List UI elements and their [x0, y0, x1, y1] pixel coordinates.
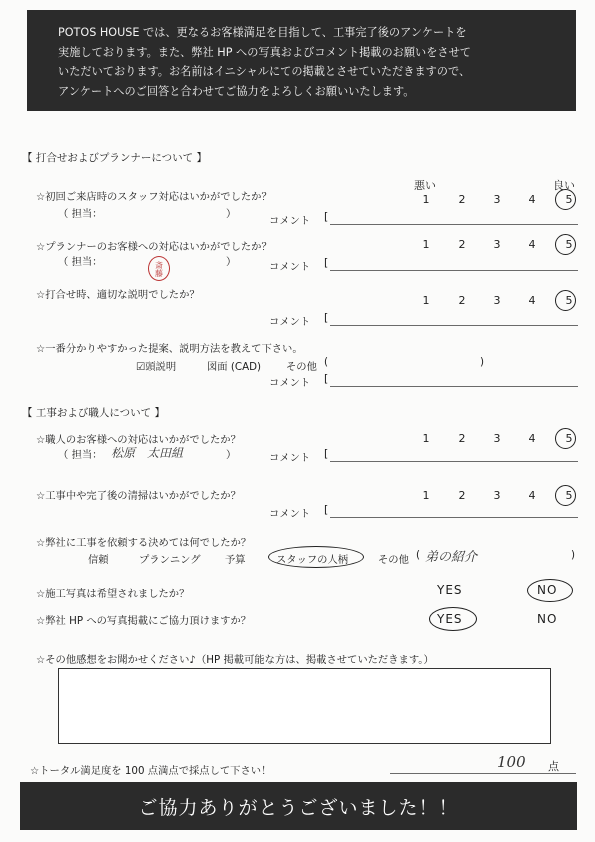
- staff-label: （ 担当：: [58, 449, 103, 461]
- score-unit: 点: [548, 760, 559, 773]
- comment-line[interactable]: [330, 224, 578, 225]
- rating-row[interactable]: [416, 489, 576, 505]
- intro-line: アンケートへのご回答と合わせてご協力をよろしくお願いいたします。: [58, 84, 415, 98]
- option-budget[interactable]: 予算: [225, 554, 246, 566]
- question-cleaning: ☆工事中や完了後の清掃はいかがでしたか？: [36, 490, 241, 502]
- comment-label: コメント: [269, 215, 311, 227]
- rating-option[interactable]: 1: [422, 238, 430, 251]
- paren-close: ): [480, 356, 485, 368]
- comment-line[interactable]: [330, 517, 578, 518]
- photo-no-selected[interactable]: NO: [537, 583, 558, 597]
- thank-you-banner: [20, 782, 577, 830]
- scale-good-label: 良い: [553, 179, 575, 192]
- rating-option[interactable]: 3: [493, 193, 501, 206]
- comment-line[interactable]: [330, 325, 578, 326]
- rating-option[interactable]: 4: [528, 193, 536, 206]
- question-planner: ☆プランナーのお客様への対応はいかがでしたか？: [36, 241, 272, 253]
- staff-handwritten: 松原 太田組: [111, 446, 184, 460]
- option-other[interactable]: その他: [378, 554, 409, 566]
- rating-option[interactable]: 1: [422, 294, 430, 307]
- rating-option[interactable]: 3: [493, 432, 501, 445]
- paren-close: ): [571, 549, 576, 561]
- question-hp: ☆弊社 HP への写真掲載にご協力頂けますか？: [36, 615, 252, 627]
- intro-line: いただいております。お名前はイニシャルにての掲載とさせていただきますので、: [58, 65, 471, 78]
- section-title-construction: 【 工事および職人について 】: [22, 407, 165, 419]
- comment-label: コメント: [269, 261, 311, 273]
- question-reason: ☆弊社に工事を依頼する決めては何でしたか？: [36, 537, 252, 549]
- rating-option[interactable]: 4: [528, 432, 536, 445]
- comment-label: コメント: [269, 316, 311, 328]
- rating-option[interactable]: 4: [528, 238, 536, 251]
- rating-row[interactable]: [416, 238, 576, 254]
- hp-no[interactable]: NO: [537, 612, 558, 626]
- rating-row[interactable]: [416, 193, 576, 209]
- rating-option[interactable]: 4: [528, 294, 536, 307]
- rating-option[interactable]: 2: [458, 193, 466, 206]
- comment-bracket: [: [324, 372, 329, 385]
- selected-circle: [555, 290, 576, 311]
- name-stamp: 斎藤: [148, 256, 170, 281]
- rating-option-selected[interactable]: 5: [565, 489, 573, 502]
- rating-option[interactable]: 3: [493, 489, 501, 502]
- comment-label: コメント: [269, 452, 311, 464]
- question-impressions: ☆その他感想をお聞かせください♪（HP 掲載可能な方は、掲載させていただきます。）: [36, 654, 434, 666]
- rating-option-selected[interactable]: 5: [565, 294, 573, 307]
- option-cad[interactable]: 図面 (CAD): [207, 361, 262, 373]
- comment-line[interactable]: [330, 386, 578, 387]
- intro-banner: [27, 10, 576, 111]
- question-first-visit: ☆初回ご来店時のスタッフ対応はいかがでしたか？: [36, 191, 272, 203]
- selected-oval: [429, 607, 477, 631]
- comment-bracket: [: [324, 503, 329, 516]
- rating-option[interactable]: 4: [528, 489, 536, 502]
- rating-option[interactable]: 3: [493, 238, 501, 251]
- staff-label: （ 担当：: [58, 256, 103, 268]
- question-explanation: ☆打合せ時、適切な説明でしたか？: [36, 289, 200, 301]
- photo-yes[interactable]: YES: [437, 583, 463, 597]
- option-trust[interactable]: 信頼: [88, 554, 109, 566]
- selected-circle: [555, 428, 576, 449]
- comment-bracket: [: [324, 256, 329, 269]
- thank-you-text: ご協力ありがとうございました！！: [138, 796, 459, 819]
- rating-row[interactable]: [416, 432, 576, 448]
- staff-close: ）: [226, 256, 237, 268]
- rating-option[interactable]: 1: [422, 193, 430, 206]
- score-handwritten[interactable]: 100: [497, 753, 526, 771]
- hp-yes-selected[interactable]: YES: [437, 612, 463, 626]
- comment-bracket: [: [324, 311, 329, 324]
- selected-circle: [555, 189, 576, 210]
- comment-bracket: [: [324, 210, 329, 223]
- rating-option[interactable]: 2: [458, 238, 466, 251]
- question-total-score: ☆トータル満足度を 100 点満点で採点して下さい！: [30, 765, 272, 777]
- rating-option-selected[interactable]: 5: [565, 432, 573, 445]
- impressions-textarea[interactable]: [58, 668, 551, 744]
- comment-label: コメント: [269, 508, 311, 520]
- selected-oval: [268, 546, 364, 568]
- selected-circle: [555, 485, 576, 506]
- question-craftsman: ☆職人のお客様への対応はいかがでしたか？: [36, 434, 241, 446]
- intro-line: 実施しております。また、弊社 HP への写真およびコメント掲載のお願いをさせて: [58, 45, 471, 59]
- staff-close: ）: [226, 449, 237, 461]
- rating-option-selected[interactable]: 5: [565, 193, 573, 206]
- intro-line: POTOS HOUSE では、更なるお客様満足を目指して、工事完了後のアンケートを: [58, 26, 467, 39]
- section-title-planner: 【 打合せおよびプランナーについて 】: [22, 152, 207, 164]
- question-best-proposal: ☆一番分かりやすかった提案、説明方法を教えて下さい。: [36, 343, 303, 355]
- option-staff-personality-selected[interactable]: スタッフの人柄: [276, 554, 349, 566]
- rating-option-selected[interactable]: 5: [565, 238, 573, 251]
- selected-oval: [527, 579, 573, 602]
- option-other[interactable]: その他: [286, 361, 317, 373]
- rating-row[interactable]: [416, 294, 576, 310]
- rating-option[interactable]: 3: [493, 294, 501, 307]
- score-line: [390, 773, 576, 774]
- option-planning[interactable]: プランニング: [139, 554, 201, 566]
- rating-option[interactable]: 1: [422, 489, 430, 502]
- option-verbal-checked[interactable]: ☑頭説明: [136, 361, 177, 373]
- other-handwritten: 弟の紹介: [425, 550, 478, 565]
- paren-open: (: [416, 549, 421, 561]
- paren-open: (: [324, 356, 329, 368]
- rating-option[interactable]: 2: [458, 489, 466, 502]
- comment-label: コメント: [269, 377, 311, 389]
- selected-circle: [555, 234, 576, 255]
- rating-option[interactable]: 2: [458, 294, 466, 307]
- staff-label: （ 担当：: [58, 208, 103, 220]
- question-photo: ☆施工写真は希望されましたか？: [36, 588, 190, 600]
- rating-option[interactable]: 2: [458, 432, 466, 445]
- comment-line[interactable]: [330, 270, 578, 271]
- staff-close: ）: [226, 208, 237, 220]
- scale-bad-label: 悪い: [414, 179, 436, 192]
- rating-option[interactable]: 1: [422, 432, 430, 445]
- comment-line[interactable]: [330, 461, 578, 462]
- comment-bracket: [: [324, 447, 329, 460]
